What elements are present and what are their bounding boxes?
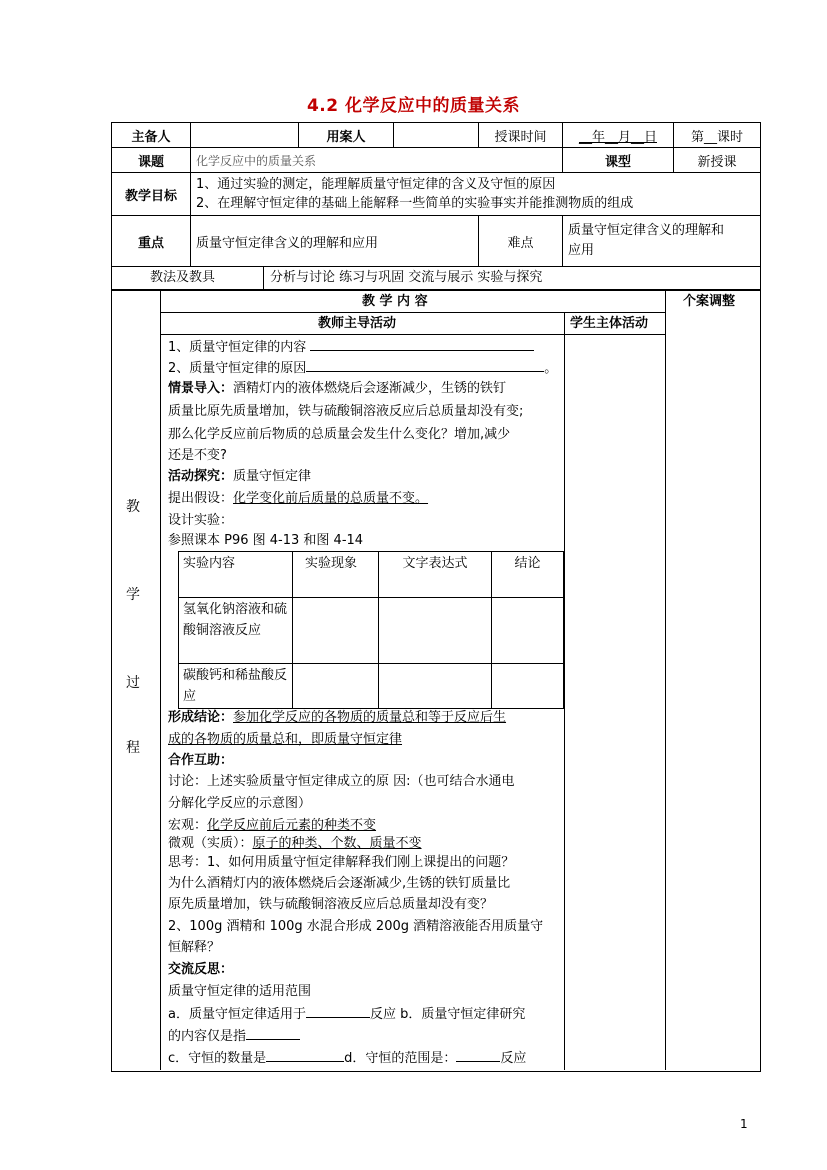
cooperation-label: 合作互助： (168, 753, 234, 768)
reflect-label: 交流反思： (168, 962, 234, 977)
goals-value (191, 173, 761, 216)
discuss-line-2: 分解化学反应的示意图） (168, 796, 312, 811)
page-number: 1 (740, 1117, 748, 1131)
side-char-3: 过 (126, 675, 140, 691)
reference-line: 参照课本 P96 图 4-13 和图 4-14 (168, 533, 364, 548)
student-divider (564, 312, 565, 1070)
intro-line-2: 质量比原先质量增加，铁与硫酸铜溶液反应后总质量却没有变; (168, 404, 524, 419)
methods-label: 教法及教具 (150, 270, 216, 285)
preparer-value (191, 123, 299, 148)
micro-line: 微观（实质）：原子的种类、个数、质量不变 (168, 836, 422, 851)
content-header: 教 学 内 容 (362, 294, 428, 309)
blank-line-a: a．质量守恒定律适用于 反应 b．质量守恒定律研究 (168, 1003, 525, 1025)
exp-row-2-expression (379, 664, 492, 709)
exp-row-2-conclusion (492, 664, 564, 709)
exp-header-phenomenon: 实验现象 (293, 552, 379, 598)
exp-row-1-expression (379, 598, 492, 664)
difficulty-value (563, 216, 761, 267)
side-char-1: 教 (126, 499, 140, 515)
user-label: 用案人 (299, 123, 394, 148)
think-line-4: 2、100g 酒精和 100g 水混合形成 200g 酒精溶液能否用质量守 (168, 919, 544, 934)
experiment-table (178, 551, 564, 709)
exp-row-2-phenomenon (293, 664, 379, 709)
think-line-5: 恒解释？ (168, 940, 221, 955)
class-time-label: 授课时间 (479, 123, 563, 148)
conclusion-line-2: 成的各物质的质量总和，即质量守恒定律 (168, 732, 403, 747)
exp-header-expression: 文字表达式 (379, 552, 492, 598)
question-1: 1、质量守恒定律的内容 (168, 336, 534, 358)
key-label: 重点 (112, 216, 191, 267)
exp-header-content: 实验内容 (179, 552, 293, 598)
process-side-divider (160, 289, 161, 1070)
scope-line: 质量守恒定律的适用范围 (168, 984, 312, 999)
goal-1: 1、通过实验的测定，能理解质量守恒定律的含义及守恒的原因 (196, 177, 556, 192)
explore-line: 活动探究：质量守恒定律 (168, 469, 312, 484)
goals-label: 教学目标 (112, 173, 191, 216)
blank-line-a2: 的内容仅是指 (168, 1025, 300, 1047)
topic-value: 化学反应中的质量关系 (191, 148, 563, 173)
page-title: 4.2 化学反应中的质量关系 (306, 96, 521, 116)
exp-row-1-phenomenon (293, 598, 379, 664)
think-line-3: 原先质量增加，铁与硫酸铜溶液反应后总质量却没有变？ (168, 897, 494, 912)
difficulty-line-2: 应用 (568, 243, 595, 258)
difficulty-line-1: 质量守恒定律含义的理解和 (568, 223, 725, 238)
think-line-2: 为什么酒精灯内的液体燃烧后会逐渐减少,生锈的铁钉质量比 (168, 876, 511, 891)
conclusion-line-1: 形成结论：参加化学反应的各物质的质量总和等于反应后生 (168, 710, 507, 725)
type-value: 新授课 (674, 148, 761, 173)
adjust-divider (665, 289, 666, 1070)
side-char-4: 程 (126, 740, 140, 756)
discuss-line-1: 讨论：上述实验质量守恒定律成立的原 因:（也可结合水通电 (168, 774, 515, 789)
goal-2: 2、在理解守恒定律的基础上能解释一些简单的实验事实并能推测物质的组成 (196, 196, 634, 211)
methods-value: 分析与讨论 练习与巩固 交流与展示 实验与探究 (270, 270, 543, 285)
exp-row-1-content: 氢氧化钠溶液和硫酸铜溶液反应 (179, 598, 293, 664)
class-period: 第__课时 (674, 123, 761, 148)
type-label: 课型 (563, 148, 674, 173)
hypothesis-line: 提出假设：化学变化前后质量的总质量不变。 (168, 491, 429, 506)
exp-header-conclusion: 结论 (492, 552, 564, 598)
lesson-header-table (111, 122, 761, 267)
macro-line: 宏观：化学反应前后元素的种类不变 (168, 818, 377, 833)
think-line-1: 思考：1、如何用质量守恒定律解释我们刚上课提出的问题？ (168, 855, 515, 870)
side-char-2: 学 (126, 587, 140, 603)
intro-line-1: 情景导入：酒精灯内的液体燃烧后会逐渐减少，生锈的铁钉 (168, 381, 507, 396)
adjust-header: 个案调整 (683, 294, 736, 309)
key-value: 质量守恒定律含义的理解和应用 (191, 216, 479, 267)
exp-row-2-content: 碳酸钙和稀盐酸反应 (179, 664, 293, 709)
intro-line-4: 还是不变? (168, 448, 227, 463)
preparer-label: 主备人 (112, 123, 191, 148)
teacher-header: 教师主导活动 (318, 316, 397, 331)
blank-line-c: c．守恒的数量是 d．守恒的范围是： 反应 (168, 1047, 526, 1069)
question-2: 2、质量守恒定律的原因 。 (168, 357, 557, 379)
difficulty-label: 难点 (479, 216, 563, 267)
user-value (394, 123, 479, 148)
class-date: __年__月__日 (563, 123, 674, 148)
exp-row-1-conclusion (492, 598, 564, 664)
student-header: 学生主体活动 (570, 316, 649, 331)
topic-label: 课题 (112, 148, 191, 173)
design-line: 设计实验： (168, 513, 234, 528)
teacher-header-line (160, 334, 665, 335)
intro-line-3: 那么化学反应前后物质的总质量会发生什么变化？增加,减少 (168, 427, 511, 442)
methods-divider (263, 266, 264, 289)
